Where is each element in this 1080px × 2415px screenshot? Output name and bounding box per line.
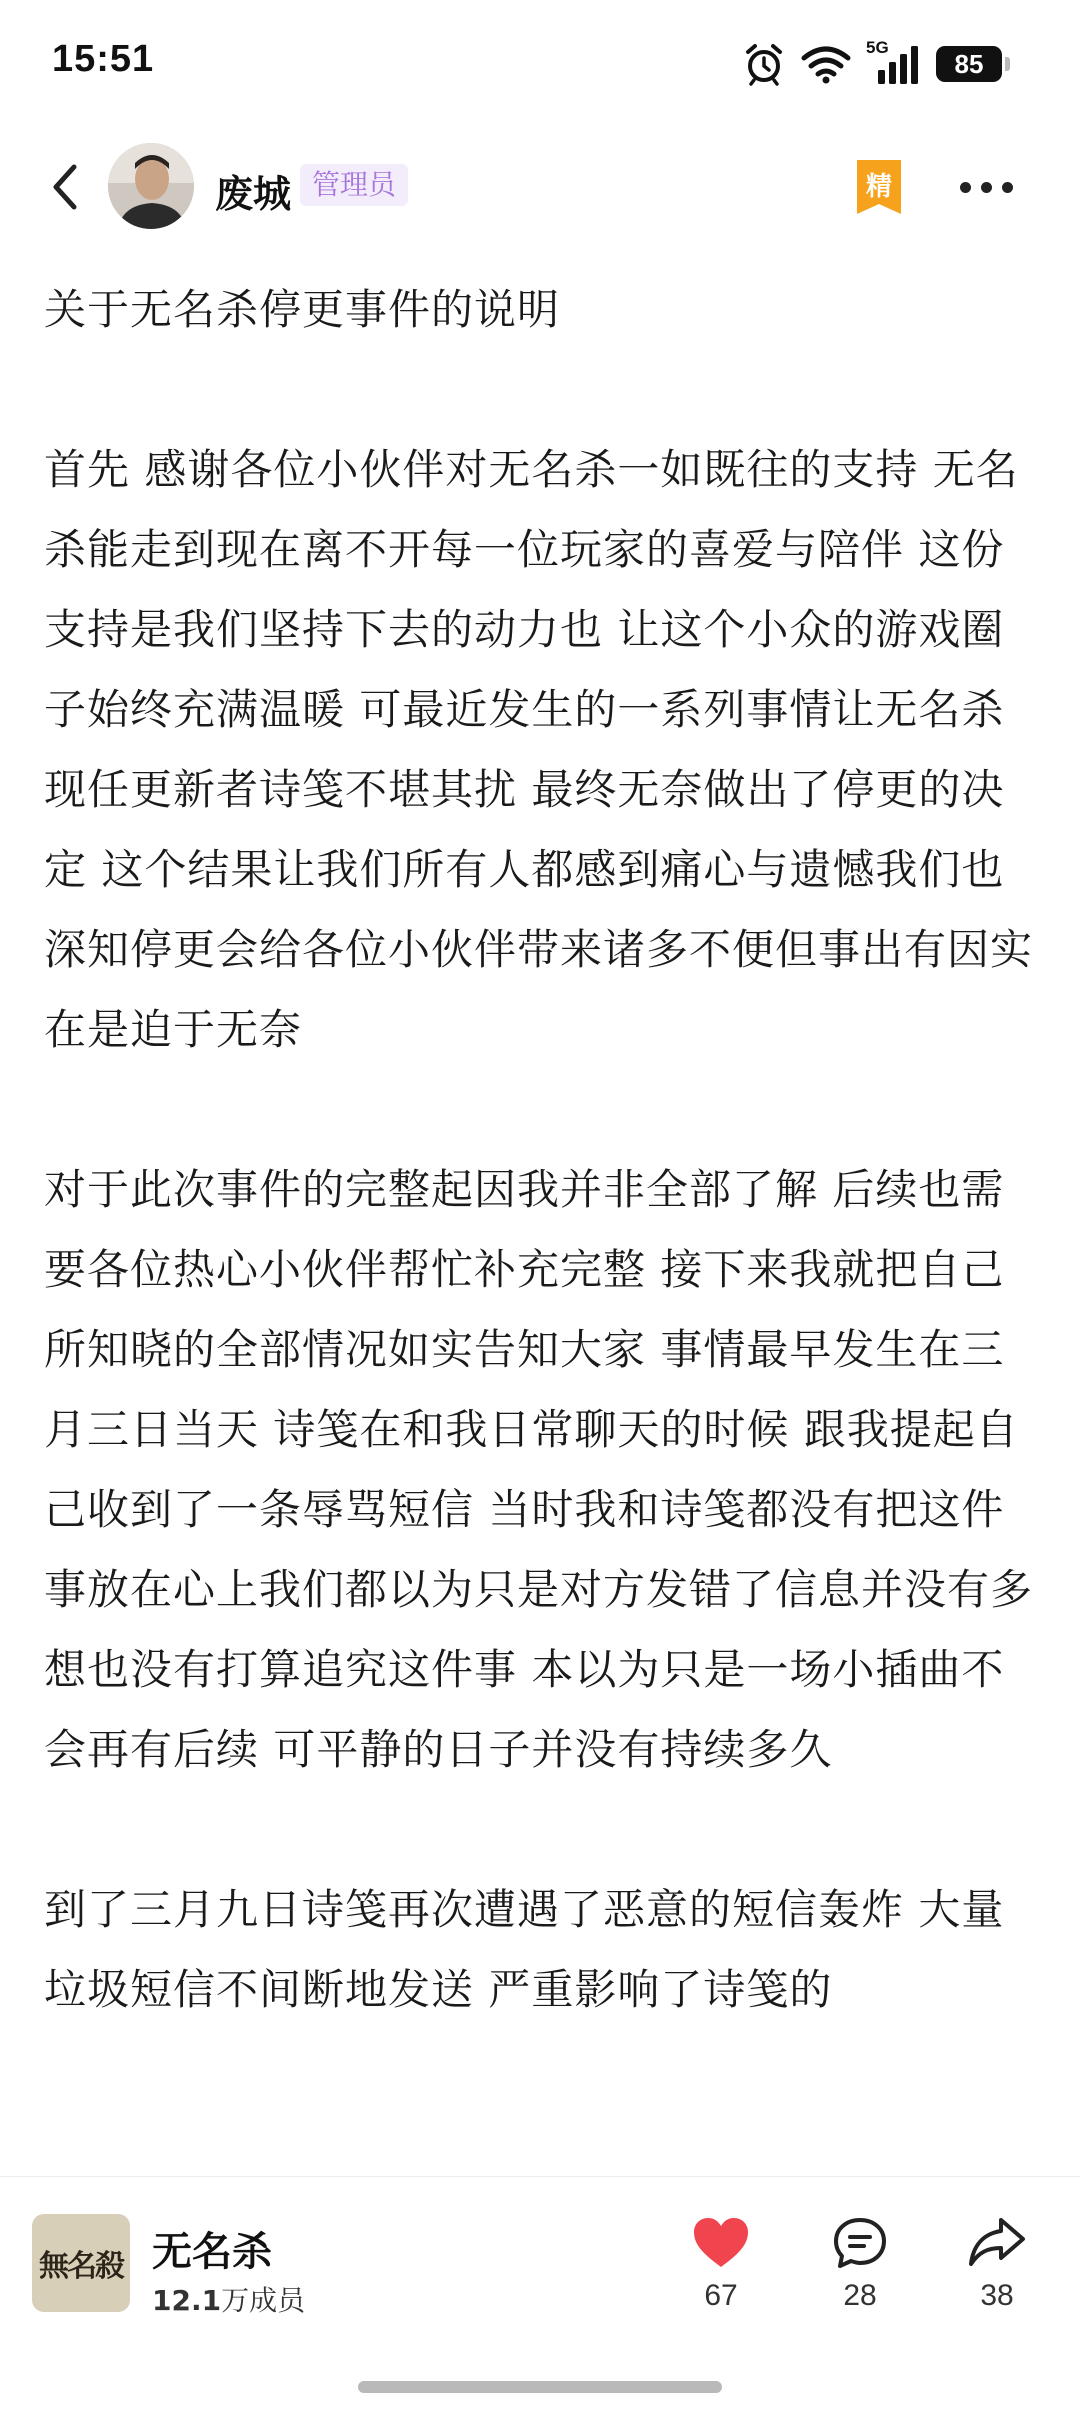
share-button[interactable] [952,2217,1042,2313]
heart-icon [692,2217,750,2269]
cellular-signal-icon [866,38,922,86]
group-avatar[interactable]: 無名殺 [32,2214,130,2312]
battery-indicator: 85 [936,46,1002,82]
more-dot-icon [960,182,971,193]
alarm-icon [742,42,786,86]
essence-badge-label: 精 [865,172,892,202]
bottom-bar [0,2176,1080,2415]
post-content [44,270,1044,2170]
comment-icon [832,2217,888,2269]
like-count: 67 [704,2279,738,2312]
post-paragraph: 到了三月九日诗笺再次遭遇了恶意的短信轰炸 大量垃圾短信不间断地发送 严重影响了诗笺的 [44,1885,1005,2014]
role-badge: 管理员 [300,164,408,206]
comment-count: 28 [843,2279,877,2312]
back-button[interactable] [40,157,90,217]
share-icon [968,2217,1026,2269]
more-dot-icon [981,182,992,193]
status-bar [0,0,1080,125]
network-type: 5G [866,38,889,57]
group-members [152,2279,305,2319]
like-button[interactable] [676,2217,766,2313]
comment-button[interactable] [815,2217,905,2313]
chevron-left-icon [40,157,90,217]
post-header [0,135,1080,245]
home-indicator[interactable] [358,2381,722,2393]
members-suffix: 万成员 [221,2284,306,2317]
author-name[interactable]: 废城 [215,172,292,216]
author-avatar[interactable] [108,143,194,229]
essence-badge [857,160,901,214]
more-options-button[interactable] [960,173,1024,201]
post-title: 关于无名杀停更事件的说明 [44,285,561,334]
wifi-icon [800,44,852,84]
more-dot-icon [1002,182,1013,193]
members-count: 12.1 [152,2284,222,2317]
group-name[interactable]: 无名杀 [152,2229,272,2275]
status-time: 15:51 [52,38,155,80]
post-paragraph: 首先 感谢各位小伙伴对无名杀一如既往的支持 无名杀能走到现在离不开每一位玩家的喜爱与陪伴 这份支持是我们坚持下去的动力也 让这个小众的游戏圈子始终充满温暖 可最近发生的一系列事情让无名杀现任更新者诗笺不堪其扰 最终无奈做出了停更的决定 这个结果让我们所有人都感到痛心与遗憾我们也深知停更会给各位小伙伴带来诸多不便但事出有因实在是迫于无奈 [44,445,1034,1054]
status-icons [742,40,1002,88]
share-count: 38 [980,2279,1014,2312]
post-paragraph: 对于此次事件的完整起因我并非全部了解 后续也需要各位热心小伙伴帮忙补充完整 接下来我就把自己所知晓的全部情况如实告知大家 事情最早发生在三月三日当天 诗笺在和我日常聊天的时候 跟我提起自己收到了一条辱骂短信 当时我和诗笺都没有把这件事放在心上我们都以为只是对方发错了信息并没有多想也没有打算追究这件事 本以为只是一场小插曲不会再有后续 可平静的日子并没有持续多久 [44,1165,1034,1774]
